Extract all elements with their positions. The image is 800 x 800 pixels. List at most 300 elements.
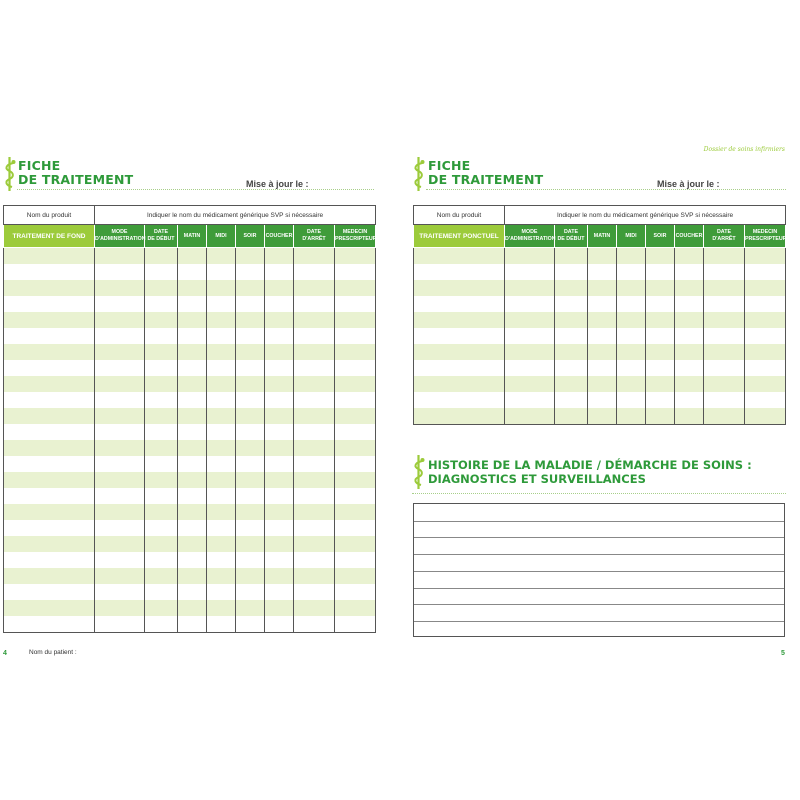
table-cell[interactable] bbox=[236, 376, 265, 392]
table-cell[interactable] bbox=[294, 344, 335, 360]
table-cell[interactable] bbox=[675, 376, 704, 392]
table-cell[interactable] bbox=[294, 328, 335, 344]
table-cell[interactable] bbox=[178, 616, 207, 633]
table-cell[interactable] bbox=[675, 360, 704, 376]
table-cell[interactable] bbox=[265, 280, 294, 296]
table-cell[interactable] bbox=[745, 392, 786, 408]
table-cell[interactable] bbox=[265, 488, 294, 504]
table-cell[interactable] bbox=[646, 392, 675, 408]
table-cell[interactable] bbox=[95, 552, 145, 568]
table-cell[interactable] bbox=[4, 520, 95, 536]
table-cell[interactable] bbox=[178, 264, 207, 280]
table-row[interactable] bbox=[414, 280, 786, 296]
table-cell[interactable] bbox=[335, 328, 376, 344]
table-cell[interactable] bbox=[145, 488, 178, 504]
table-cell[interactable] bbox=[207, 328, 236, 344]
table-cell[interactable] bbox=[745, 328, 786, 344]
table-cell[interactable] bbox=[414, 280, 505, 296]
table-cell[interactable] bbox=[4, 248, 95, 265]
notes-box[interactable] bbox=[413, 503, 785, 637]
table-cell[interactable] bbox=[236, 456, 265, 472]
table-cell[interactable] bbox=[335, 520, 376, 536]
table-cell[interactable] bbox=[265, 328, 294, 344]
table-cell[interactable] bbox=[335, 344, 376, 360]
table-cell[interactable] bbox=[4, 296, 95, 312]
table-row[interactable] bbox=[4, 616, 376, 633]
table-cell[interactable] bbox=[294, 264, 335, 280]
table-cell[interactable] bbox=[675, 328, 704, 344]
table-cell[interactable] bbox=[335, 408, 376, 424]
table-row[interactable] bbox=[414, 408, 786, 425]
table-cell[interactable] bbox=[704, 280, 745, 296]
table-cell[interactable] bbox=[414, 328, 505, 344]
table-row[interactable] bbox=[4, 264, 376, 280]
table-cell[interactable] bbox=[675, 392, 704, 408]
table-cell[interactable] bbox=[145, 616, 178, 633]
table-cell[interactable] bbox=[178, 312, 207, 328]
table-cell[interactable] bbox=[95, 392, 145, 408]
table-cell[interactable] bbox=[704, 392, 745, 408]
table-cell[interactable] bbox=[646, 264, 675, 280]
table-cell[interactable] bbox=[294, 616, 335, 633]
table-cell[interactable] bbox=[294, 424, 335, 440]
table-cell[interactable] bbox=[178, 584, 207, 600]
table-cell[interactable] bbox=[505, 392, 555, 408]
table-cell[interactable] bbox=[4, 344, 95, 360]
table-row[interactable] bbox=[414, 264, 786, 280]
table-cell[interactable] bbox=[745, 296, 786, 312]
table-cell[interactable] bbox=[675, 248, 704, 265]
table-row[interactable] bbox=[4, 424, 376, 440]
table-cell[interactable] bbox=[335, 552, 376, 568]
table-cell[interactable] bbox=[704, 312, 745, 328]
table-row[interactable] bbox=[4, 408, 376, 424]
table-cell[interactable] bbox=[145, 312, 178, 328]
table-cell[interactable] bbox=[617, 392, 646, 408]
table-row[interactable] bbox=[4, 456, 376, 472]
table-cell[interactable] bbox=[95, 520, 145, 536]
table-cell[interactable] bbox=[505, 312, 555, 328]
table-cell[interactable] bbox=[414, 392, 505, 408]
table-cell[interactable] bbox=[335, 264, 376, 280]
table-cell[interactable] bbox=[294, 536, 335, 552]
table-cell[interactable] bbox=[95, 472, 145, 488]
table-cell[interactable] bbox=[675, 296, 704, 312]
table-cell[interactable] bbox=[505, 408, 555, 425]
table-cell[interactable] bbox=[145, 296, 178, 312]
table-cell[interactable] bbox=[588, 296, 617, 312]
table-cell[interactable] bbox=[646, 296, 675, 312]
table-cell[interactable] bbox=[265, 504, 294, 520]
table-cell[interactable] bbox=[145, 504, 178, 520]
table-cell[interactable] bbox=[414, 360, 505, 376]
table-cell[interactable] bbox=[294, 472, 335, 488]
table-row[interactable] bbox=[414, 312, 786, 328]
table-cell[interactable] bbox=[335, 280, 376, 296]
table-cell[interactable] bbox=[294, 568, 335, 584]
table-row[interactable] bbox=[4, 376, 376, 392]
table-cell[interactable] bbox=[236, 552, 265, 568]
table-cell[interactable] bbox=[414, 376, 505, 392]
table-cell[interactable] bbox=[265, 424, 294, 440]
table-row[interactable] bbox=[414, 376, 786, 392]
table-cell[interactable] bbox=[236, 584, 265, 600]
table-cell[interactable] bbox=[207, 456, 236, 472]
table-cell[interactable] bbox=[414, 264, 505, 280]
table-cell[interactable] bbox=[178, 520, 207, 536]
table-cell[interactable] bbox=[4, 584, 95, 600]
table-cell[interactable] bbox=[178, 408, 207, 424]
table-cell[interactable] bbox=[414, 344, 505, 360]
table-cell[interactable] bbox=[588, 376, 617, 392]
table-cell[interactable] bbox=[505, 248, 555, 265]
table-cell[interactable] bbox=[207, 504, 236, 520]
table-cell[interactable] bbox=[178, 424, 207, 440]
table-cell[interactable] bbox=[617, 296, 646, 312]
table-cell[interactable] bbox=[207, 264, 236, 280]
table-cell[interactable] bbox=[294, 504, 335, 520]
table-cell[interactable] bbox=[646, 328, 675, 344]
table-cell[interactable] bbox=[646, 360, 675, 376]
table-cell[interactable] bbox=[207, 360, 236, 376]
table-cell[interactable] bbox=[335, 472, 376, 488]
table-cell[interactable] bbox=[207, 616, 236, 633]
table-cell[interactable] bbox=[145, 584, 178, 600]
table-cell[interactable] bbox=[505, 360, 555, 376]
table-cell[interactable] bbox=[704, 408, 745, 425]
table-cell[interactable] bbox=[236, 424, 265, 440]
table-cell[interactable] bbox=[178, 568, 207, 584]
table-row[interactable] bbox=[4, 584, 376, 600]
table-cell[interactable] bbox=[265, 536, 294, 552]
table-cell[interactable] bbox=[178, 472, 207, 488]
table-cell[interactable] bbox=[335, 312, 376, 328]
table-cell[interactable] bbox=[294, 456, 335, 472]
table-cell[interactable] bbox=[745, 248, 786, 265]
table-cell[interactable] bbox=[745, 376, 786, 392]
table-cell[interactable] bbox=[178, 600, 207, 616]
table-cell[interactable] bbox=[646, 248, 675, 265]
table-cell[interactable] bbox=[4, 376, 95, 392]
table-cell[interactable] bbox=[236, 440, 265, 456]
table-cell[interactable] bbox=[178, 536, 207, 552]
table-cell[interactable] bbox=[335, 248, 376, 265]
table-cell[interactable] bbox=[95, 344, 145, 360]
table-cell[interactable] bbox=[145, 536, 178, 552]
table-cell[interactable] bbox=[95, 488, 145, 504]
table-cell[interactable] bbox=[178, 488, 207, 504]
table-cell[interactable] bbox=[178, 360, 207, 376]
table-cell[interactable] bbox=[745, 360, 786, 376]
table-cell[interactable] bbox=[745, 280, 786, 296]
table-cell[interactable] bbox=[294, 296, 335, 312]
table-cell[interactable] bbox=[95, 456, 145, 472]
table-cell[interactable] bbox=[236, 264, 265, 280]
table-cell[interactable] bbox=[588, 248, 617, 265]
table-cell[interactable] bbox=[555, 408, 588, 425]
table-row[interactable] bbox=[414, 360, 786, 376]
table-cell[interactable] bbox=[414, 248, 505, 265]
table-cell[interactable] bbox=[555, 376, 588, 392]
table-cell[interactable] bbox=[704, 344, 745, 360]
table-cell[interactable] bbox=[675, 264, 704, 280]
table-cell[interactable] bbox=[265, 408, 294, 424]
table-row[interactable] bbox=[414, 328, 786, 344]
table-cell[interactable] bbox=[646, 376, 675, 392]
table-cell[interactable] bbox=[4, 600, 95, 616]
table-cell[interactable] bbox=[555, 264, 588, 280]
table-cell[interactable] bbox=[145, 344, 178, 360]
table-row[interactable] bbox=[4, 328, 376, 344]
table-cell[interactable] bbox=[4, 472, 95, 488]
table-cell[interactable] bbox=[617, 360, 646, 376]
table-cell[interactable] bbox=[4, 312, 95, 328]
table-cell[interactable] bbox=[178, 248, 207, 265]
table-cell[interactable] bbox=[294, 392, 335, 408]
table-cell[interactable] bbox=[4, 328, 95, 344]
table-cell[interactable] bbox=[95, 424, 145, 440]
table-cell[interactable] bbox=[95, 376, 145, 392]
table-cell[interactable] bbox=[555, 392, 588, 408]
table-cell[interactable] bbox=[335, 584, 376, 600]
table-cell[interactable] bbox=[236, 600, 265, 616]
table-row[interactable] bbox=[4, 568, 376, 584]
table-cell[interactable] bbox=[4, 440, 95, 456]
table-cell[interactable] bbox=[236, 536, 265, 552]
table-cell[interactable] bbox=[646, 344, 675, 360]
table-cell[interactable] bbox=[414, 312, 505, 328]
table-cell[interactable] bbox=[4, 360, 95, 376]
table-cell[interactable] bbox=[265, 472, 294, 488]
table-cell[interactable] bbox=[95, 280, 145, 296]
table-cell[interactable] bbox=[95, 536, 145, 552]
table-cell[interactable] bbox=[505, 280, 555, 296]
table-cell[interactable] bbox=[617, 376, 646, 392]
table-cell[interactable] bbox=[675, 408, 704, 425]
table-cell[interactable] bbox=[414, 408, 505, 425]
table-cell[interactable] bbox=[335, 536, 376, 552]
table-cell[interactable] bbox=[4, 280, 95, 296]
table-cell[interactable] bbox=[178, 376, 207, 392]
table-row[interactable] bbox=[4, 552, 376, 568]
table-cell[interactable] bbox=[178, 440, 207, 456]
table-cell[interactable] bbox=[704, 360, 745, 376]
table-cell[interactable] bbox=[178, 392, 207, 408]
table-cell[interactable] bbox=[335, 440, 376, 456]
table-cell[interactable] bbox=[617, 408, 646, 425]
table-cell[interactable] bbox=[178, 344, 207, 360]
table-cell[interactable] bbox=[335, 456, 376, 472]
table-cell[interactable] bbox=[294, 360, 335, 376]
table-row[interactable] bbox=[4, 248, 376, 265]
table-row[interactable] bbox=[4, 536, 376, 552]
table-cell[interactable] bbox=[145, 248, 178, 265]
table-cell[interactable] bbox=[145, 264, 178, 280]
table-cell[interactable] bbox=[335, 424, 376, 440]
table-row[interactable] bbox=[4, 504, 376, 520]
table-cell[interactable] bbox=[145, 280, 178, 296]
table-cell[interactable] bbox=[207, 312, 236, 328]
table-cell[interactable] bbox=[207, 408, 236, 424]
table-cell[interactable] bbox=[236, 296, 265, 312]
table-row[interactable] bbox=[4, 600, 376, 616]
table-cell[interactable] bbox=[617, 264, 646, 280]
table-cell[interactable] bbox=[335, 504, 376, 520]
table-cell[interactable] bbox=[294, 552, 335, 568]
table-cell[interactable] bbox=[704, 248, 745, 265]
table-cell[interactable] bbox=[294, 520, 335, 536]
table-cell[interactable] bbox=[265, 568, 294, 584]
table-cell[interactable] bbox=[588, 360, 617, 376]
table-row[interactable] bbox=[4, 520, 376, 536]
table-cell[interactable] bbox=[265, 520, 294, 536]
table-cell[interactable] bbox=[555, 296, 588, 312]
table-cell[interactable] bbox=[335, 616, 376, 633]
table-cell[interactable] bbox=[505, 376, 555, 392]
table-cell[interactable] bbox=[207, 248, 236, 265]
table-cell[interactable] bbox=[207, 584, 236, 600]
table-cell[interactable] bbox=[145, 520, 178, 536]
table-cell[interactable] bbox=[236, 248, 265, 265]
table-cell[interactable] bbox=[294, 584, 335, 600]
table-row[interactable] bbox=[414, 392, 786, 408]
table-cell[interactable] bbox=[335, 392, 376, 408]
table-cell[interactable] bbox=[95, 408, 145, 424]
table-cell[interactable] bbox=[4, 488, 95, 504]
table-cell[interactable] bbox=[95, 504, 145, 520]
table-row[interactable] bbox=[4, 344, 376, 360]
table-cell[interactable] bbox=[265, 360, 294, 376]
table-cell[interactable] bbox=[236, 360, 265, 376]
table-cell[interactable] bbox=[95, 568, 145, 584]
table-cell[interactable] bbox=[95, 600, 145, 616]
table-cell[interactable] bbox=[207, 568, 236, 584]
table-cell[interactable] bbox=[207, 376, 236, 392]
table-cell[interactable] bbox=[505, 264, 555, 280]
table-cell[interactable] bbox=[95, 312, 145, 328]
table-cell[interactable] bbox=[555, 248, 588, 265]
table-cell[interactable] bbox=[236, 616, 265, 633]
table-cell[interactable] bbox=[335, 296, 376, 312]
table-cell[interactable] bbox=[236, 344, 265, 360]
update-date-field[interactable] bbox=[426, 189, 786, 190]
table-row[interactable] bbox=[414, 296, 786, 312]
table-cell[interactable] bbox=[505, 344, 555, 360]
table-cell[interactable] bbox=[675, 344, 704, 360]
table-cell[interactable] bbox=[745, 264, 786, 280]
table-cell[interactable] bbox=[4, 568, 95, 584]
table-cell[interactable] bbox=[555, 360, 588, 376]
table-cell[interactable] bbox=[646, 280, 675, 296]
table-cell[interactable] bbox=[236, 488, 265, 504]
table-cell[interactable] bbox=[646, 408, 675, 425]
table-cell[interactable] bbox=[265, 584, 294, 600]
table-cell[interactable] bbox=[178, 504, 207, 520]
table-row[interactable] bbox=[4, 392, 376, 408]
table-cell[interactable] bbox=[4, 504, 95, 520]
table-cell[interactable] bbox=[617, 344, 646, 360]
table-cell[interactable] bbox=[95, 360, 145, 376]
table-cell[interactable] bbox=[207, 600, 236, 616]
table-cell[interactable] bbox=[236, 328, 265, 344]
table-cell[interactable] bbox=[704, 296, 745, 312]
table-cell[interactable] bbox=[555, 280, 588, 296]
table-cell[interactable] bbox=[294, 440, 335, 456]
table-cell[interactable] bbox=[588, 328, 617, 344]
table-cell[interactable] bbox=[178, 456, 207, 472]
table-cell[interactable] bbox=[294, 488, 335, 504]
table-cell[interactable] bbox=[145, 360, 178, 376]
table-cell[interactable] bbox=[745, 344, 786, 360]
table-cell[interactable] bbox=[588, 344, 617, 360]
table-cell[interactable] bbox=[4, 536, 95, 552]
table-cell[interactable] bbox=[335, 488, 376, 504]
table-cell[interactable] bbox=[335, 360, 376, 376]
table-cell[interactable] bbox=[745, 408, 786, 425]
table-cell[interactable] bbox=[145, 392, 178, 408]
table-cell[interactable] bbox=[294, 248, 335, 265]
table-cell[interactable] bbox=[265, 456, 294, 472]
table-cell[interactable] bbox=[236, 520, 265, 536]
table-cell[interactable] bbox=[588, 280, 617, 296]
update-date-field[interactable] bbox=[17, 189, 374, 190]
table-cell[interactable] bbox=[4, 408, 95, 424]
table-cell[interactable] bbox=[617, 328, 646, 344]
table-cell[interactable] bbox=[236, 280, 265, 296]
table-cell[interactable] bbox=[588, 392, 617, 408]
table-cell[interactable] bbox=[265, 440, 294, 456]
table-cell[interactable] bbox=[236, 408, 265, 424]
table-cell[interactable] bbox=[145, 456, 178, 472]
table-cell[interactable] bbox=[294, 408, 335, 424]
table-row[interactable] bbox=[4, 296, 376, 312]
table-cell[interactable] bbox=[207, 392, 236, 408]
table-cell[interactable] bbox=[207, 280, 236, 296]
table-cell[interactable] bbox=[178, 552, 207, 568]
table-cell[interactable] bbox=[555, 328, 588, 344]
table-cell[interactable] bbox=[236, 504, 265, 520]
table-cell[interactable] bbox=[617, 312, 646, 328]
table-cell[interactable] bbox=[588, 408, 617, 425]
table-cell[interactable] bbox=[265, 376, 294, 392]
table-cell[interactable] bbox=[95, 248, 145, 265]
table-cell[interactable] bbox=[265, 552, 294, 568]
table-cell[interactable] bbox=[95, 616, 145, 633]
table-cell[interactable] bbox=[207, 440, 236, 456]
table-cell[interactable] bbox=[207, 488, 236, 504]
table-cell[interactable] bbox=[617, 248, 646, 265]
table-cell[interactable] bbox=[207, 552, 236, 568]
table-cell[interactable] bbox=[588, 312, 617, 328]
table-cell[interactable] bbox=[4, 424, 95, 440]
table-cell[interactable] bbox=[4, 264, 95, 280]
table-row[interactable] bbox=[4, 280, 376, 296]
table-cell[interactable] bbox=[207, 520, 236, 536]
table-cell[interactable] bbox=[505, 328, 555, 344]
table-cell[interactable] bbox=[555, 312, 588, 328]
table-row[interactable] bbox=[4, 440, 376, 456]
table-cell[interactable] bbox=[617, 280, 646, 296]
table-cell[interactable] bbox=[145, 472, 178, 488]
table-row[interactable] bbox=[4, 472, 376, 488]
table-cell[interactable] bbox=[335, 376, 376, 392]
table-cell[interactable] bbox=[745, 312, 786, 328]
table-cell[interactable] bbox=[145, 424, 178, 440]
table-row[interactable] bbox=[4, 360, 376, 376]
table-cell[interactable] bbox=[95, 328, 145, 344]
table-cell[interactable] bbox=[207, 296, 236, 312]
table-cell[interactable] bbox=[265, 600, 294, 616]
